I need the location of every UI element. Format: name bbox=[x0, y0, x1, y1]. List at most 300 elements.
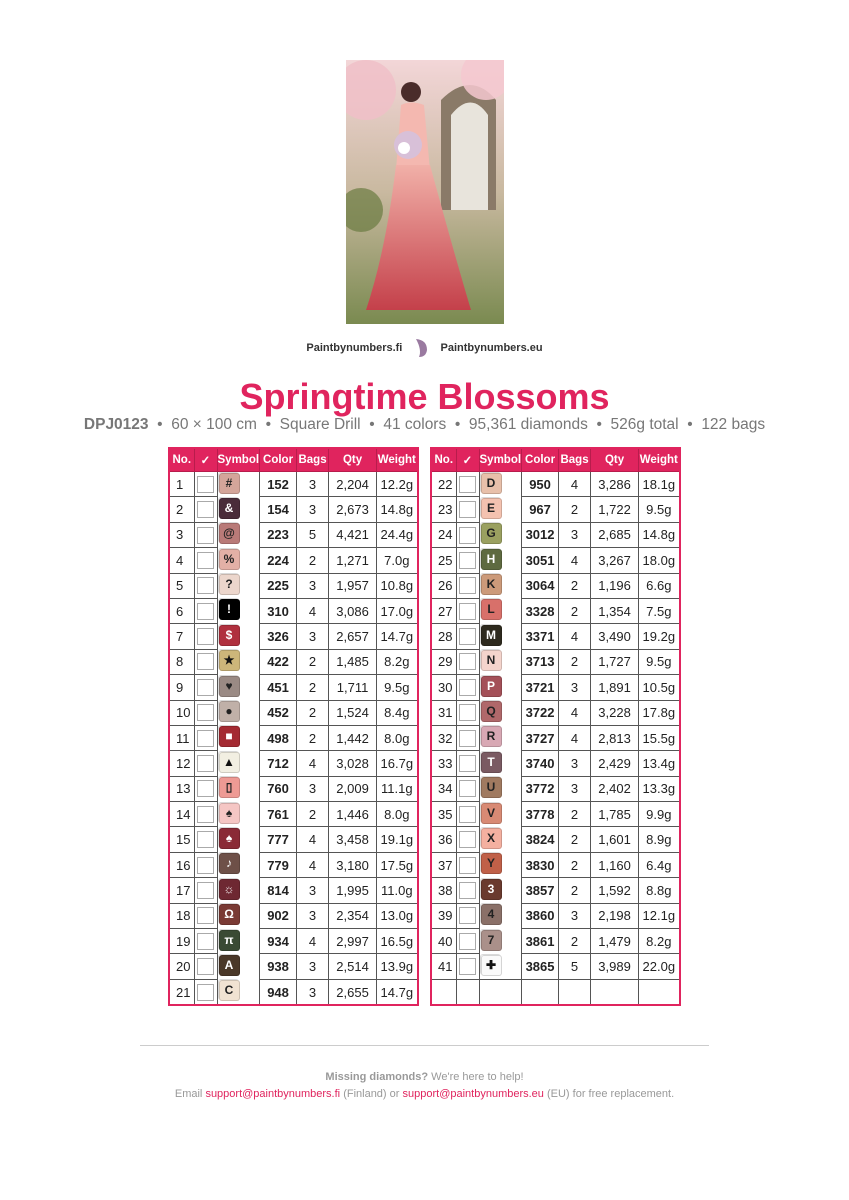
checkbox[interactable] bbox=[197, 806, 214, 823]
symbol-tile: ▯ bbox=[219, 777, 240, 798]
cell-bags bbox=[559, 903, 591, 928]
weight: 16.5g bbox=[380, 933, 414, 949]
cell-bags bbox=[297, 598, 329, 623]
brand-eu: Paintbynumbers.eu bbox=[440, 342, 543, 354]
checkbox[interactable] bbox=[459, 831, 476, 848]
checkbox[interactable] bbox=[197, 476, 214, 493]
weight: 6.6g bbox=[646, 578, 672, 594]
checkbox[interactable] bbox=[459, 476, 476, 493]
cell-color bbox=[260, 979, 297, 1005]
checkbox[interactable] bbox=[197, 730, 214, 747]
checkbox[interactable] bbox=[197, 857, 214, 874]
cell-sym bbox=[480, 700, 501, 721]
cell-weight bbox=[639, 649, 680, 674]
row-number: 20 bbox=[176, 959, 191, 975]
help-text: We're here to help! bbox=[431, 1071, 524, 1083]
symbol-tile: E bbox=[481, 498, 502, 519]
cell-no bbox=[431, 954, 456, 979]
cell-no bbox=[169, 852, 194, 877]
cell-bags bbox=[559, 700, 591, 725]
cell-bags bbox=[559, 497, 591, 522]
weight: 9.9g bbox=[646, 806, 672, 822]
quantity: 1,727 bbox=[598, 654, 631, 670]
cell-weight bbox=[639, 776, 680, 801]
weight: 8.0g bbox=[384, 806, 410, 822]
empty-cell bbox=[559, 979, 591, 1005]
weight: 8.2g bbox=[646, 933, 672, 949]
cell-bags bbox=[559, 522, 591, 547]
checkbox[interactable] bbox=[459, 577, 476, 594]
cell-qty bbox=[591, 802, 639, 827]
cell-sym bbox=[218, 954, 239, 975]
table-row bbox=[169, 852, 418, 877]
checkbox[interactable] bbox=[197, 704, 214, 721]
cell-color bbox=[522, 751, 559, 776]
weight: 18.1g bbox=[642, 476, 676, 492]
quantity: 2,673 bbox=[336, 502, 369, 518]
checkbox[interactable] bbox=[197, 501, 214, 518]
cell-no bbox=[169, 954, 194, 979]
symbol-tile: H bbox=[481, 549, 502, 570]
color-code: 422 bbox=[267, 654, 289, 670]
color-code: 3861 bbox=[525, 933, 555, 949]
cell-weight bbox=[377, 522, 418, 547]
row-number: 39 bbox=[438, 908, 453, 924]
table-row bbox=[431, 522, 680, 547]
canvas-size: 60 × 100 cm bbox=[171, 416, 257, 433]
cell-qty bbox=[591, 700, 639, 725]
checkbox[interactable] bbox=[459, 755, 476, 772]
bag-count: 3 bbox=[308, 984, 317, 1000]
bag-count: 4 bbox=[570, 476, 579, 492]
checkbox[interactable] bbox=[459, 882, 476, 899]
empty-cell bbox=[456, 979, 479, 1005]
cell-check bbox=[194, 700, 217, 725]
table-row bbox=[431, 802, 680, 827]
bag-count: 4 bbox=[570, 705, 579, 721]
checkbox[interactable] bbox=[197, 907, 214, 924]
symbol-tile: V bbox=[481, 803, 502, 824]
cell-weight bbox=[639, 954, 680, 979]
row-number: 24 bbox=[438, 527, 453, 543]
cell-qty bbox=[591, 878, 639, 903]
row-number: 29 bbox=[438, 654, 453, 670]
checkbox[interactable] bbox=[459, 806, 476, 823]
cell-no bbox=[169, 472, 194, 497]
bag-count: 2 bbox=[570, 806, 579, 822]
quantity: 1,271 bbox=[336, 552, 369, 568]
cell-color bbox=[522, 649, 559, 674]
color-code: 814 bbox=[267, 882, 289, 898]
sep: • bbox=[687, 416, 693, 433]
cell-qty bbox=[329, 548, 377, 573]
bag-count: 3 bbox=[570, 908, 579, 924]
cell-color bbox=[522, 675, 559, 700]
table-header-row bbox=[431, 448, 680, 472]
cell-sym bbox=[480, 776, 501, 797]
weight: 8.2g bbox=[384, 654, 410, 670]
cell-bags bbox=[559, 776, 591, 801]
cell-check bbox=[456, 878, 479, 903]
checkbox[interactable] bbox=[459, 501, 476, 518]
symbol-tile: & bbox=[219, 498, 240, 519]
quantity: 1,442 bbox=[336, 730, 369, 746]
quantity: 2,655 bbox=[336, 984, 369, 1000]
product-code: DPJ0123 bbox=[83, 416, 149, 433]
cell-weight bbox=[639, 598, 680, 623]
cell-weight bbox=[377, 624, 418, 649]
cell-color bbox=[260, 522, 297, 547]
cell-check bbox=[456, 649, 479, 674]
cell-sym bbox=[218, 751, 239, 772]
cell-weight bbox=[377, 675, 418, 700]
table-row bbox=[431, 827, 680, 852]
table-row bbox=[169, 954, 418, 979]
cell-qty bbox=[329, 852, 377, 877]
bag-count: 2 bbox=[570, 654, 579, 670]
table-row bbox=[431, 598, 680, 623]
quantity: 2,813 bbox=[598, 730, 631, 746]
color-code: 3727 bbox=[525, 730, 555, 746]
quantity: 2,429 bbox=[598, 755, 631, 771]
cell-qty bbox=[329, 497, 377, 522]
checkbox[interactable] bbox=[197, 552, 214, 569]
quantity: 4,421 bbox=[336, 527, 369, 543]
cell-weight bbox=[377, 802, 418, 827]
cell-sym bbox=[480, 802, 501, 823]
cell-no bbox=[431, 472, 456, 497]
sep: • bbox=[596, 416, 602, 433]
table-row bbox=[169, 573, 418, 598]
row-number: 10 bbox=[176, 705, 191, 721]
cell-sym bbox=[480, 903, 501, 924]
symbol-tile: R bbox=[481, 726, 502, 747]
row-number: 34 bbox=[438, 781, 453, 797]
table-row bbox=[431, 573, 680, 598]
empty-cell bbox=[522, 979, 559, 1005]
cell-qty bbox=[591, 573, 639, 598]
cell-weight bbox=[639, 497, 680, 522]
checkbox[interactable] bbox=[197, 679, 214, 696]
checkbox[interactable] bbox=[197, 527, 214, 544]
checkbox[interactable] bbox=[459, 907, 476, 924]
row-number: 17 bbox=[176, 882, 191, 898]
cell-weight bbox=[639, 725, 680, 750]
row-number: 16 bbox=[176, 857, 191, 873]
bag-count: 2 bbox=[308, 806, 317, 822]
cell-bags bbox=[297, 852, 329, 877]
total-weight: 526g total bbox=[610, 416, 679, 433]
header-no: No. bbox=[431, 448, 456, 472]
weight: 17.0g bbox=[380, 603, 414, 619]
cell-check bbox=[194, 573, 217, 598]
email-link-fi[interactable]: support@paintbynumbers.fi bbox=[205, 1088, 341, 1100]
footer-divider bbox=[140, 1045, 709, 1046]
cell-sym bbox=[218, 903, 239, 924]
cell-no bbox=[431, 903, 456, 928]
cell-qty bbox=[329, 751, 377, 776]
row-number: 36 bbox=[438, 832, 453, 848]
checkbox[interactable] bbox=[197, 933, 214, 950]
row-number: 8 bbox=[176, 654, 184, 670]
cell-weight bbox=[639, 472, 680, 497]
checkbox[interactable] bbox=[459, 679, 476, 696]
cell-bags bbox=[297, 954, 329, 979]
cell-check bbox=[456, 725, 479, 750]
cell-color bbox=[260, 751, 297, 776]
row-number: 31 bbox=[438, 705, 453, 721]
cell-qty bbox=[591, 954, 639, 979]
table-row bbox=[169, 979, 418, 1005]
empty-cell bbox=[479, 979, 522, 1005]
cell-check bbox=[456, 776, 479, 801]
cell-weight bbox=[377, 751, 418, 776]
cell-qty bbox=[591, 751, 639, 776]
row-number: 32 bbox=[438, 730, 453, 746]
checkbox[interactable] bbox=[459, 704, 476, 721]
bag-count: 2 bbox=[570, 603, 579, 619]
checkbox[interactable] bbox=[197, 628, 214, 645]
cell-sym bbox=[480, 751, 501, 772]
table-row bbox=[169, 649, 418, 674]
cell-sym bbox=[218, 497, 239, 518]
cell-sym bbox=[480, 472, 501, 493]
checkbox[interactable] bbox=[459, 857, 476, 874]
checkbox[interactable] bbox=[459, 958, 476, 975]
quantity: 1,722 bbox=[598, 502, 631, 518]
cell-check bbox=[194, 954, 217, 979]
cell-sym bbox=[480, 827, 501, 848]
checkbox[interactable] bbox=[197, 755, 214, 772]
row-number: 12 bbox=[176, 755, 191, 771]
color-code: 498 bbox=[267, 730, 289, 746]
symbol-tile: % bbox=[219, 549, 240, 570]
cell-check bbox=[456, 751, 479, 776]
cell-color bbox=[522, 878, 559, 903]
color-code: 225 bbox=[267, 578, 289, 594]
bag-count: 4 bbox=[570, 552, 579, 568]
cell-check bbox=[456, 497, 479, 522]
symbol-tile: U bbox=[481, 777, 502, 798]
cell-check bbox=[456, 522, 479, 547]
cell-qty bbox=[591, 675, 639, 700]
cell-sym bbox=[218, 979, 239, 1000]
color-code: 3012 bbox=[525, 527, 555, 543]
header-bags: Bags bbox=[559, 448, 591, 472]
table-row bbox=[169, 522, 418, 547]
cell-weight bbox=[377, 598, 418, 623]
bag-count: 3 bbox=[570, 755, 579, 771]
bag-count: 2 bbox=[308, 654, 317, 670]
cell-qty bbox=[591, 472, 639, 497]
cell-check bbox=[194, 852, 217, 877]
row-number: 4 bbox=[176, 552, 184, 568]
quantity: 2,685 bbox=[598, 527, 631, 543]
cell-bags bbox=[559, 675, 591, 700]
table-row bbox=[169, 472, 418, 497]
drill-type: Square Drill bbox=[279, 416, 361, 433]
quantity: 3,989 bbox=[598, 959, 631, 975]
cell-no bbox=[431, 776, 456, 801]
checkbox[interactable] bbox=[197, 831, 214, 848]
color-code: 3740 bbox=[525, 755, 555, 771]
checkbox[interactable] bbox=[197, 984, 214, 1001]
checkbox[interactable] bbox=[459, 527, 476, 544]
cell-qty bbox=[591, 548, 639, 573]
cell-no bbox=[431, 497, 456, 522]
bag-count: 2 bbox=[308, 552, 317, 568]
sep: • bbox=[157, 416, 163, 433]
cell-sym bbox=[480, 548, 501, 569]
cell-no bbox=[169, 903, 194, 928]
color-code: 3865 bbox=[525, 959, 555, 975]
cell-bags bbox=[559, 548, 591, 573]
cell-sym bbox=[480, 852, 501, 873]
row-number: 5 bbox=[176, 578, 184, 594]
row-number: 41 bbox=[438, 959, 453, 975]
color-code: 3721 bbox=[525, 679, 555, 695]
weight: 13.0g bbox=[380, 908, 414, 924]
footer-line-1 bbox=[0, 1071, 849, 1083]
cell-weight bbox=[377, 954, 418, 979]
cell-color bbox=[260, 700, 297, 725]
weight: 8.4g bbox=[384, 705, 410, 721]
quantity: 2,997 bbox=[336, 933, 369, 949]
cell-check bbox=[194, 598, 217, 623]
bag-count: 2 bbox=[570, 832, 579, 848]
cell-color bbox=[260, 878, 297, 903]
weight: 8.0g bbox=[384, 730, 410, 746]
checkbox[interactable] bbox=[459, 780, 476, 797]
cell-qty bbox=[329, 700, 377, 725]
color-code: 223 bbox=[267, 527, 289, 543]
checkbox[interactable] bbox=[459, 933, 476, 950]
email-link-eu[interactable]: support@paintbynumbers.eu bbox=[402, 1088, 544, 1100]
weight: 15.5g bbox=[642, 730, 676, 746]
cell-weight bbox=[377, 497, 418, 522]
checkbox[interactable] bbox=[197, 577, 214, 594]
cell-check bbox=[194, 827, 217, 852]
weight: 24.4g bbox=[380, 527, 414, 543]
row-number: 3 bbox=[176, 527, 184, 543]
symbol-tile: ? bbox=[219, 574, 240, 595]
cell-color bbox=[260, 725, 297, 750]
checkbox[interactable] bbox=[197, 653, 214, 670]
checkbox[interactable] bbox=[197, 882, 214, 899]
cell-no bbox=[169, 573, 194, 598]
cell-bags bbox=[297, 878, 329, 903]
table-row bbox=[431, 852, 680, 877]
row-number: 19 bbox=[176, 933, 191, 949]
cell-check bbox=[194, 903, 217, 928]
cell-bags bbox=[297, 979, 329, 1005]
row-number: 2 bbox=[176, 502, 184, 518]
symbol-tile: L bbox=[481, 599, 502, 620]
weight: 19.1g bbox=[380, 832, 414, 848]
cell-check bbox=[456, 598, 479, 623]
header-weight: Weight bbox=[377, 448, 418, 472]
cell-qty bbox=[329, 598, 377, 623]
quantity: 3,028 bbox=[336, 755, 369, 771]
cell-sym bbox=[218, 878, 239, 899]
symbol-tile: ● bbox=[219, 701, 240, 722]
table-row bbox=[431, 700, 680, 725]
color-code: 224 bbox=[267, 552, 289, 568]
cell-no bbox=[431, 598, 456, 623]
cell-check bbox=[194, 522, 217, 547]
checkbox[interactable] bbox=[459, 552, 476, 569]
checkbox[interactable] bbox=[197, 958, 214, 975]
quantity: 3,490 bbox=[598, 629, 631, 645]
cell-no bbox=[431, 522, 456, 547]
table-row bbox=[431, 776, 680, 801]
color-code: 3857 bbox=[525, 882, 555, 898]
quantity: 1,524 bbox=[336, 705, 369, 721]
empty-cell bbox=[431, 979, 456, 1005]
cell-check bbox=[456, 903, 479, 928]
checkbox[interactable] bbox=[459, 653, 476, 670]
cell-weight bbox=[377, 852, 418, 877]
brand-logo-icon bbox=[413, 338, 429, 358]
symbol-tile: ☼ bbox=[219, 879, 240, 900]
table-row bbox=[169, 548, 418, 573]
cell-bags bbox=[559, 598, 591, 623]
row-number: 38 bbox=[438, 882, 453, 898]
checkbox[interactable] bbox=[197, 780, 214, 797]
cell-color bbox=[260, 472, 297, 497]
quantity: 3,458 bbox=[336, 832, 369, 848]
cell-check bbox=[456, 624, 479, 649]
symbol-tile: C bbox=[219, 980, 240, 1001]
cell-color bbox=[260, 675, 297, 700]
checkbox[interactable] bbox=[459, 603, 476, 620]
color-code: 938 bbox=[267, 959, 289, 975]
color-code: 3713 bbox=[525, 654, 555, 670]
cell-check bbox=[456, 548, 479, 573]
cell-weight bbox=[639, 903, 680, 928]
table-row bbox=[431, 649, 680, 674]
weight: 14.7g bbox=[380, 629, 414, 645]
weight: 12.2g bbox=[380, 476, 414, 492]
quantity: 1,354 bbox=[598, 603, 631, 619]
table-row bbox=[169, 751, 418, 776]
cell-check bbox=[456, 929, 479, 954]
cell-bags bbox=[559, 827, 591, 852]
cell-color bbox=[522, 573, 559, 598]
symbol-tile: 3 bbox=[481, 879, 502, 900]
color-code: 451 bbox=[267, 679, 289, 695]
weight: 19.2g bbox=[642, 629, 676, 645]
bag-count: 4 bbox=[308, 832, 317, 848]
cell-weight bbox=[639, 700, 680, 725]
color-code: 967 bbox=[529, 502, 551, 518]
cell-qty bbox=[329, 802, 377, 827]
bag-count: 3 bbox=[308, 959, 317, 975]
cell-no bbox=[169, 776, 194, 801]
checkbox[interactable] bbox=[459, 730, 476, 747]
header-symbol: Symbol bbox=[479, 448, 522, 472]
symbol-tile: ■ bbox=[219, 726, 240, 747]
checkbox[interactable] bbox=[197, 603, 214, 620]
cell-bags bbox=[559, 954, 591, 979]
bag-count: 3 bbox=[308, 578, 317, 594]
cell-weight bbox=[377, 903, 418, 928]
table-row bbox=[169, 802, 418, 827]
cell-bags bbox=[559, 878, 591, 903]
cell-weight bbox=[377, 827, 418, 852]
cell-color bbox=[522, 776, 559, 801]
checkbox[interactable] bbox=[459, 628, 476, 645]
